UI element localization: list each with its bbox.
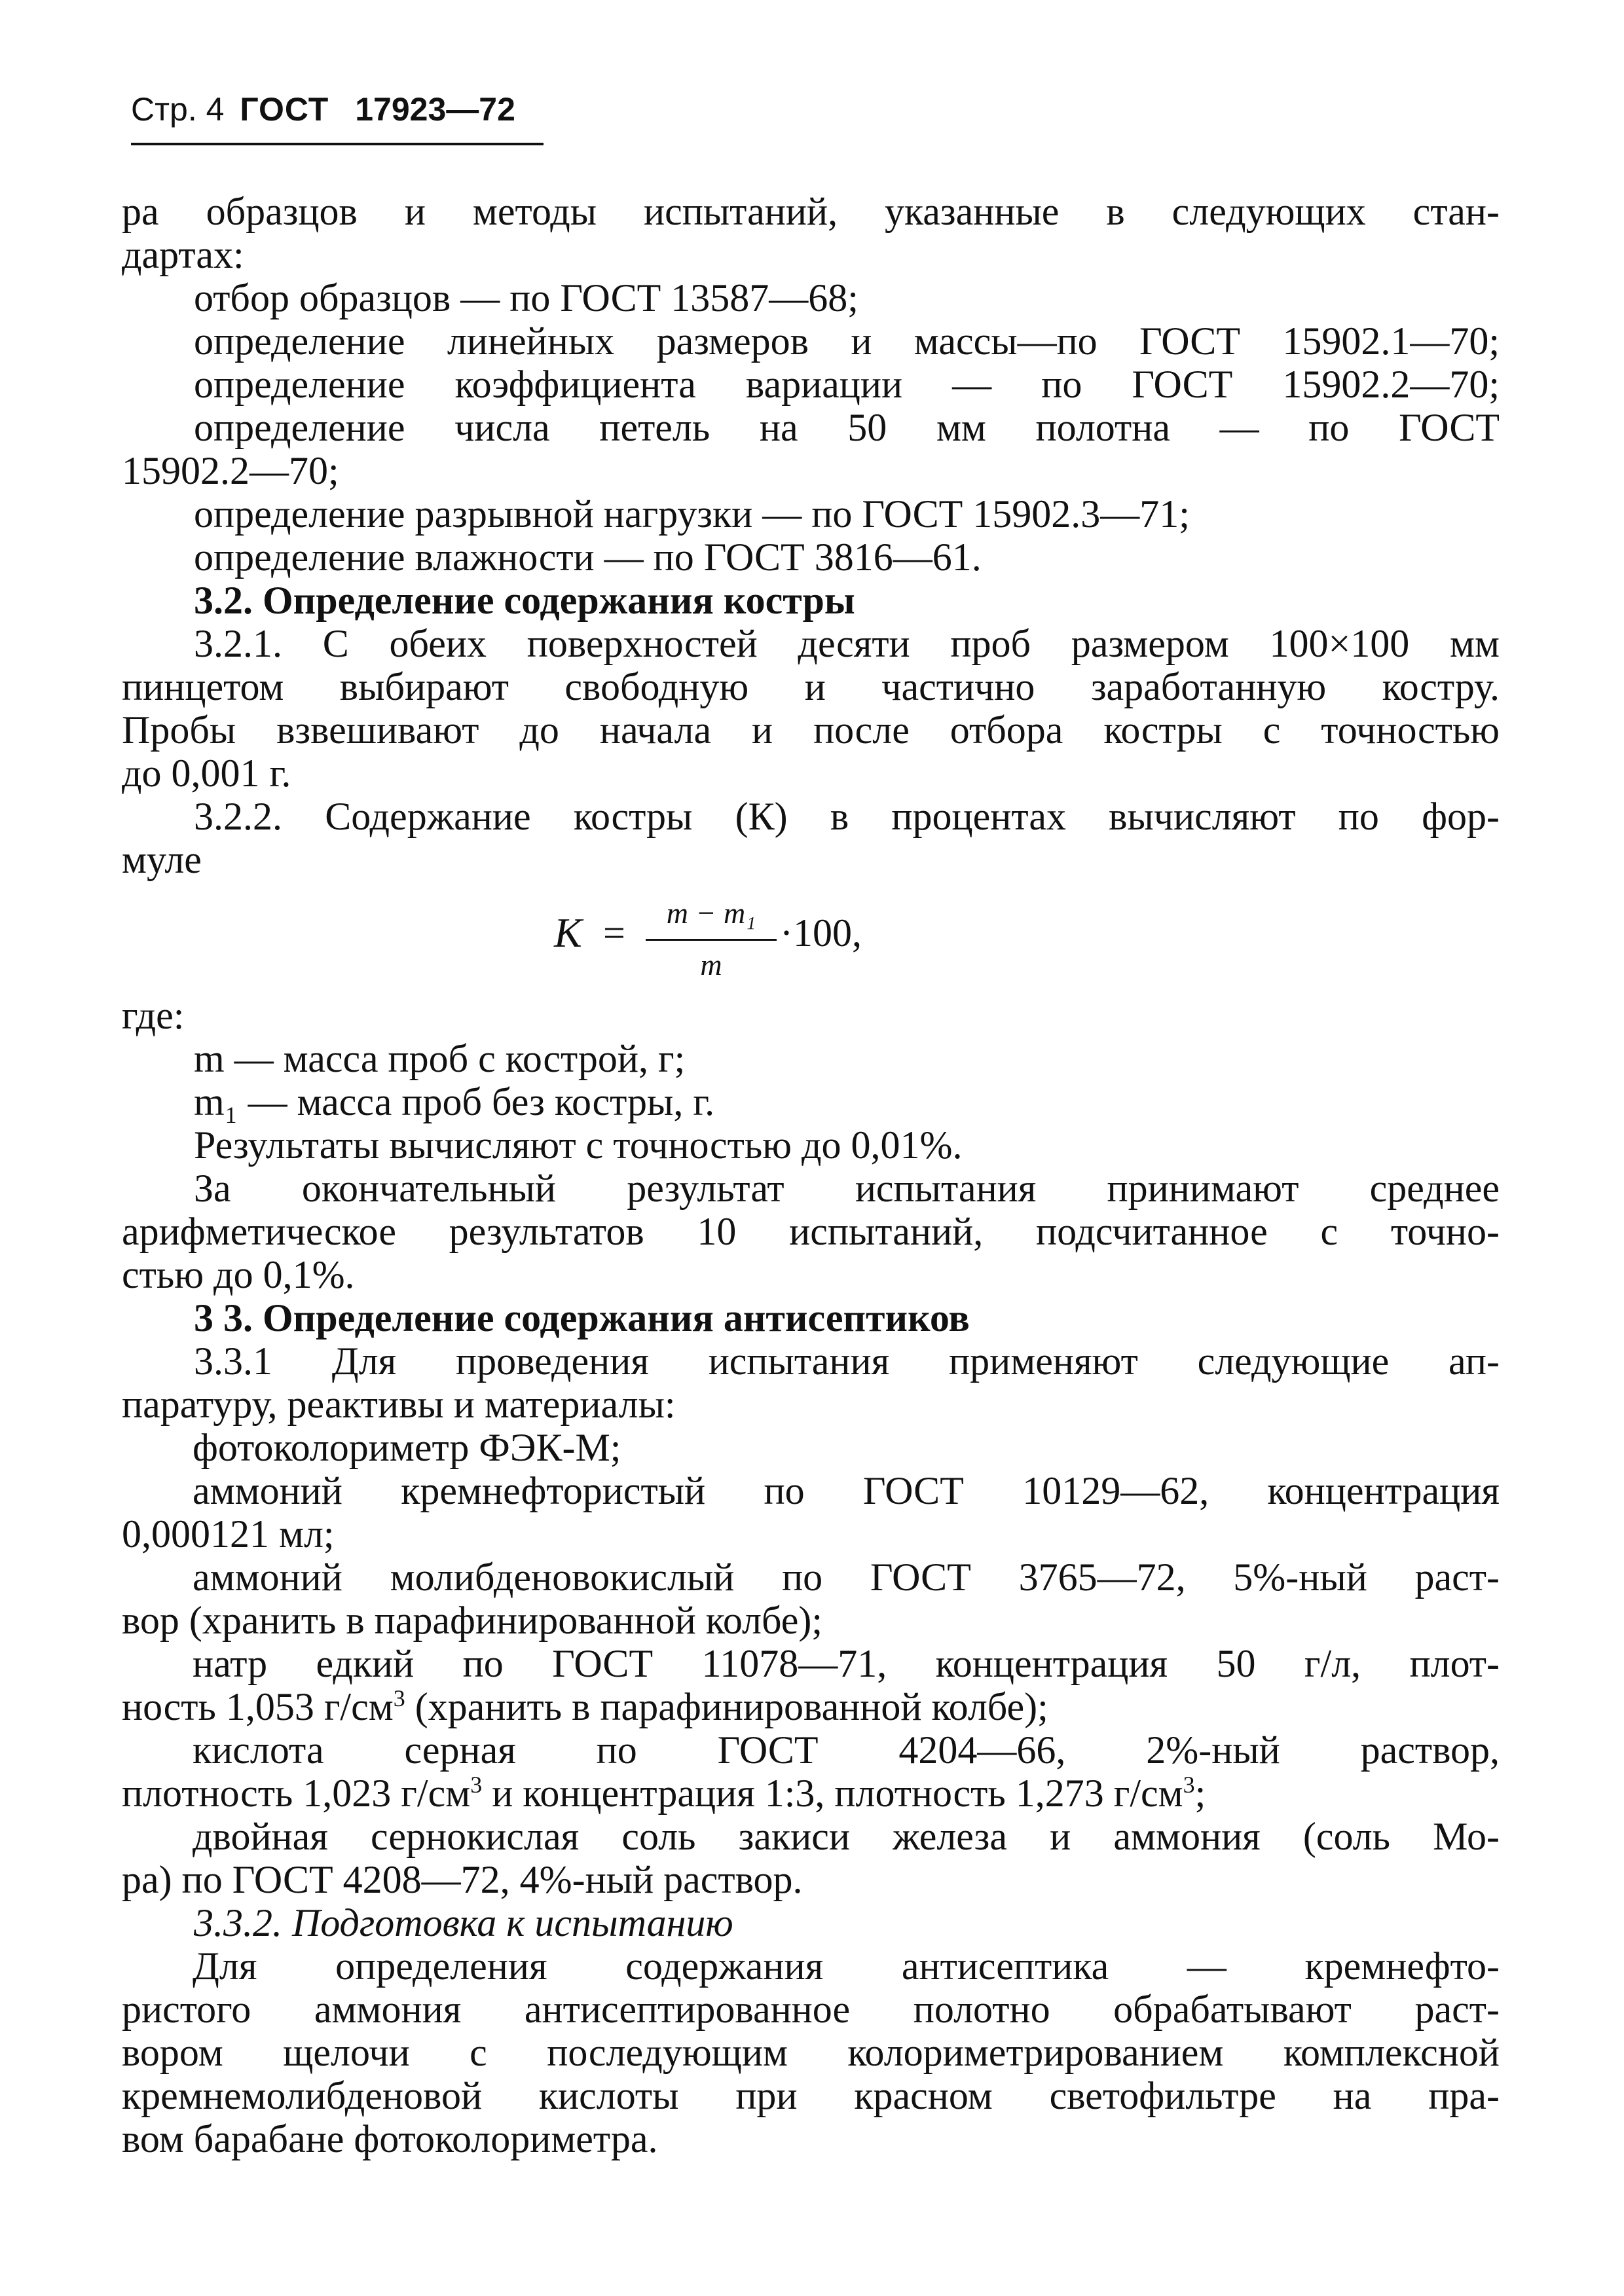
formula-denominator: m [700, 948, 722, 981]
list-item: аммоний кремнефтористый по ГОСТ 10129—62, концентрация [193, 1469, 1500, 1512]
section-heading: 3 3. Определение содержания антисептиков [194, 1296, 970, 1339]
paragraph-line: муле [122, 838, 202, 881]
paragraph-line: Пробы взвешивают до начала и после отбора костры с точностью [122, 708, 1500, 752]
list-item: фотоколориметр ФЭК-М; [193, 1426, 621, 1469]
formula-equals: = [603, 911, 625, 955]
paragraph-line: 3.2.1. С обеих поверхностей десяти проб размером 100×100 мм [194, 622, 1500, 665]
paragraph-line: За окончательный результат испытания принимают среднее [194, 1167, 1500, 1210]
superscript: 3 [470, 1772, 483, 1798]
list-item: вор (хранить в парафинированной колбе); [122, 1599, 823, 1642]
definition-line: m₁ — масса проб без костры, г. [194, 1080, 715, 1123]
list-item: аммоний молибденовокислый по ГОСТ 3765—72, 5%-ный раст- [193, 1556, 1500, 1599]
text-line: дартах: [122, 233, 244, 276]
paragraph-line: арифметическое результатов 10 испытаний, подсчитанное с точно- [122, 1210, 1500, 1253]
page-number: Стр. 4 [131, 91, 225, 128]
superscript: 3 [393, 1685, 405, 1711]
paragraph-line: 3.2.2. Содержание костры (К) в процентах вычисляют по фор- [194, 795, 1500, 838]
definition-line: m — масса проб с кострой, г; [194, 1037, 686, 1080]
paragraph-line: Результаты вычисляют с точностью до 0,01%. [194, 1123, 963, 1167]
formula-multiplier: ·100, [780, 911, 862, 955]
paragraph-line: вором щелочи с последующим колориметрированием комплексной [122, 2031, 1500, 2074]
document-body [122, 190, 1500, 2160]
subsection-heading: 3.3.2. Подготовка к испытанию [194, 1901, 733, 1944]
formula-fraction [646, 892, 777, 987]
text-run: (хранить в парафинированной колбе); [405, 1685, 1048, 1728]
formula-numerator: m − m₁ [666, 896, 756, 930]
formula [122, 892, 1500, 990]
list-item: отбор образцов — по ГОСТ 13587—68; [194, 276, 858, 319]
list-item: ра) по ГОСТ 4208—72, 4%-ный раствор. [122, 1858, 803, 1901]
text-run: ; [1194, 1772, 1206, 1815]
superscript: 3 [1183, 1772, 1195, 1798]
standard-number: 17923—72 [355, 91, 515, 128]
paragraph-line: вом барабане фотоколориметра. [122, 2117, 658, 2160]
standard-label: ГОСТ [240, 91, 329, 128]
page-header [131, 90, 544, 145]
list-item: определение линейных размеров и массы—по ГОСТ 15902.1—70; [194, 319, 1500, 363]
list-item: определение числа петель на 50 мм полотна — по ГОСТ [194, 406, 1500, 449]
paragraph-line: 3.3.1 Для проведения испытания применяют следующие ап- [194, 1339, 1500, 1383]
text-run: и концентрация 1:3, плотность 1,273 г/см [482, 1772, 1183, 1815]
text-run: плотность 1,023 г/см [122, 1772, 471, 1815]
paragraph-line: кремнемолибденовой кислоты при красном светофильтре на пра- [122, 2074, 1500, 2117]
paragraph-line: Для определения содержания антисептика — кремнефто- [193, 1944, 1500, 1988]
text-line: где: [122, 994, 185, 1037]
list-item: определение коэффициента вариации — по ГОСТ 15902.2—70; [194, 363, 1500, 406]
text-line: ра образцов и методы испытаний, указанные в следующих стан- [122, 190, 1500, 233]
list-item: натр едкий по ГОСТ 11078—71, концентрация 50 г/л, плот- [193, 1642, 1500, 1685]
paragraph-line: паратуру, реактивы и материалы: [122, 1383, 676, 1426]
paragraph-line: до 0,001 г. [122, 752, 291, 795]
list-item: определение влажности — по ГОСТ 3816—61. [194, 536, 982, 579]
paragraph-line: ристого аммония антисептированное полотно обрабатывают раст- [122, 1988, 1500, 2031]
text-line: 15902.2—70; [122, 449, 339, 492]
list-item [122, 1772, 1500, 1815]
list-item: 0,000121 мл; [122, 1512, 335, 1556]
list-item: кислота серная по ГОСТ 4204—66, 2%-ный раствор, [193, 1728, 1500, 1772]
formula-lhs: K [554, 909, 582, 956]
list-item: двойная сернокислая соль закиси железа и аммония (соль Мо- [193, 1815, 1500, 1858]
paragraph-line: пинцетом выбирают свободную и частично заработанную костру. [122, 665, 1500, 708]
list-item [122, 1685, 1500, 1728]
section-heading: 3.2. Определение содержания костры [194, 579, 855, 622]
text-run: ность 1,053 г/см [122, 1685, 394, 1728]
list-item: определение разрывной нагрузки — по ГОСТ 15902.3—71; [194, 492, 1190, 536]
paragraph-line: стью до 0,1%. [122, 1253, 355, 1296]
